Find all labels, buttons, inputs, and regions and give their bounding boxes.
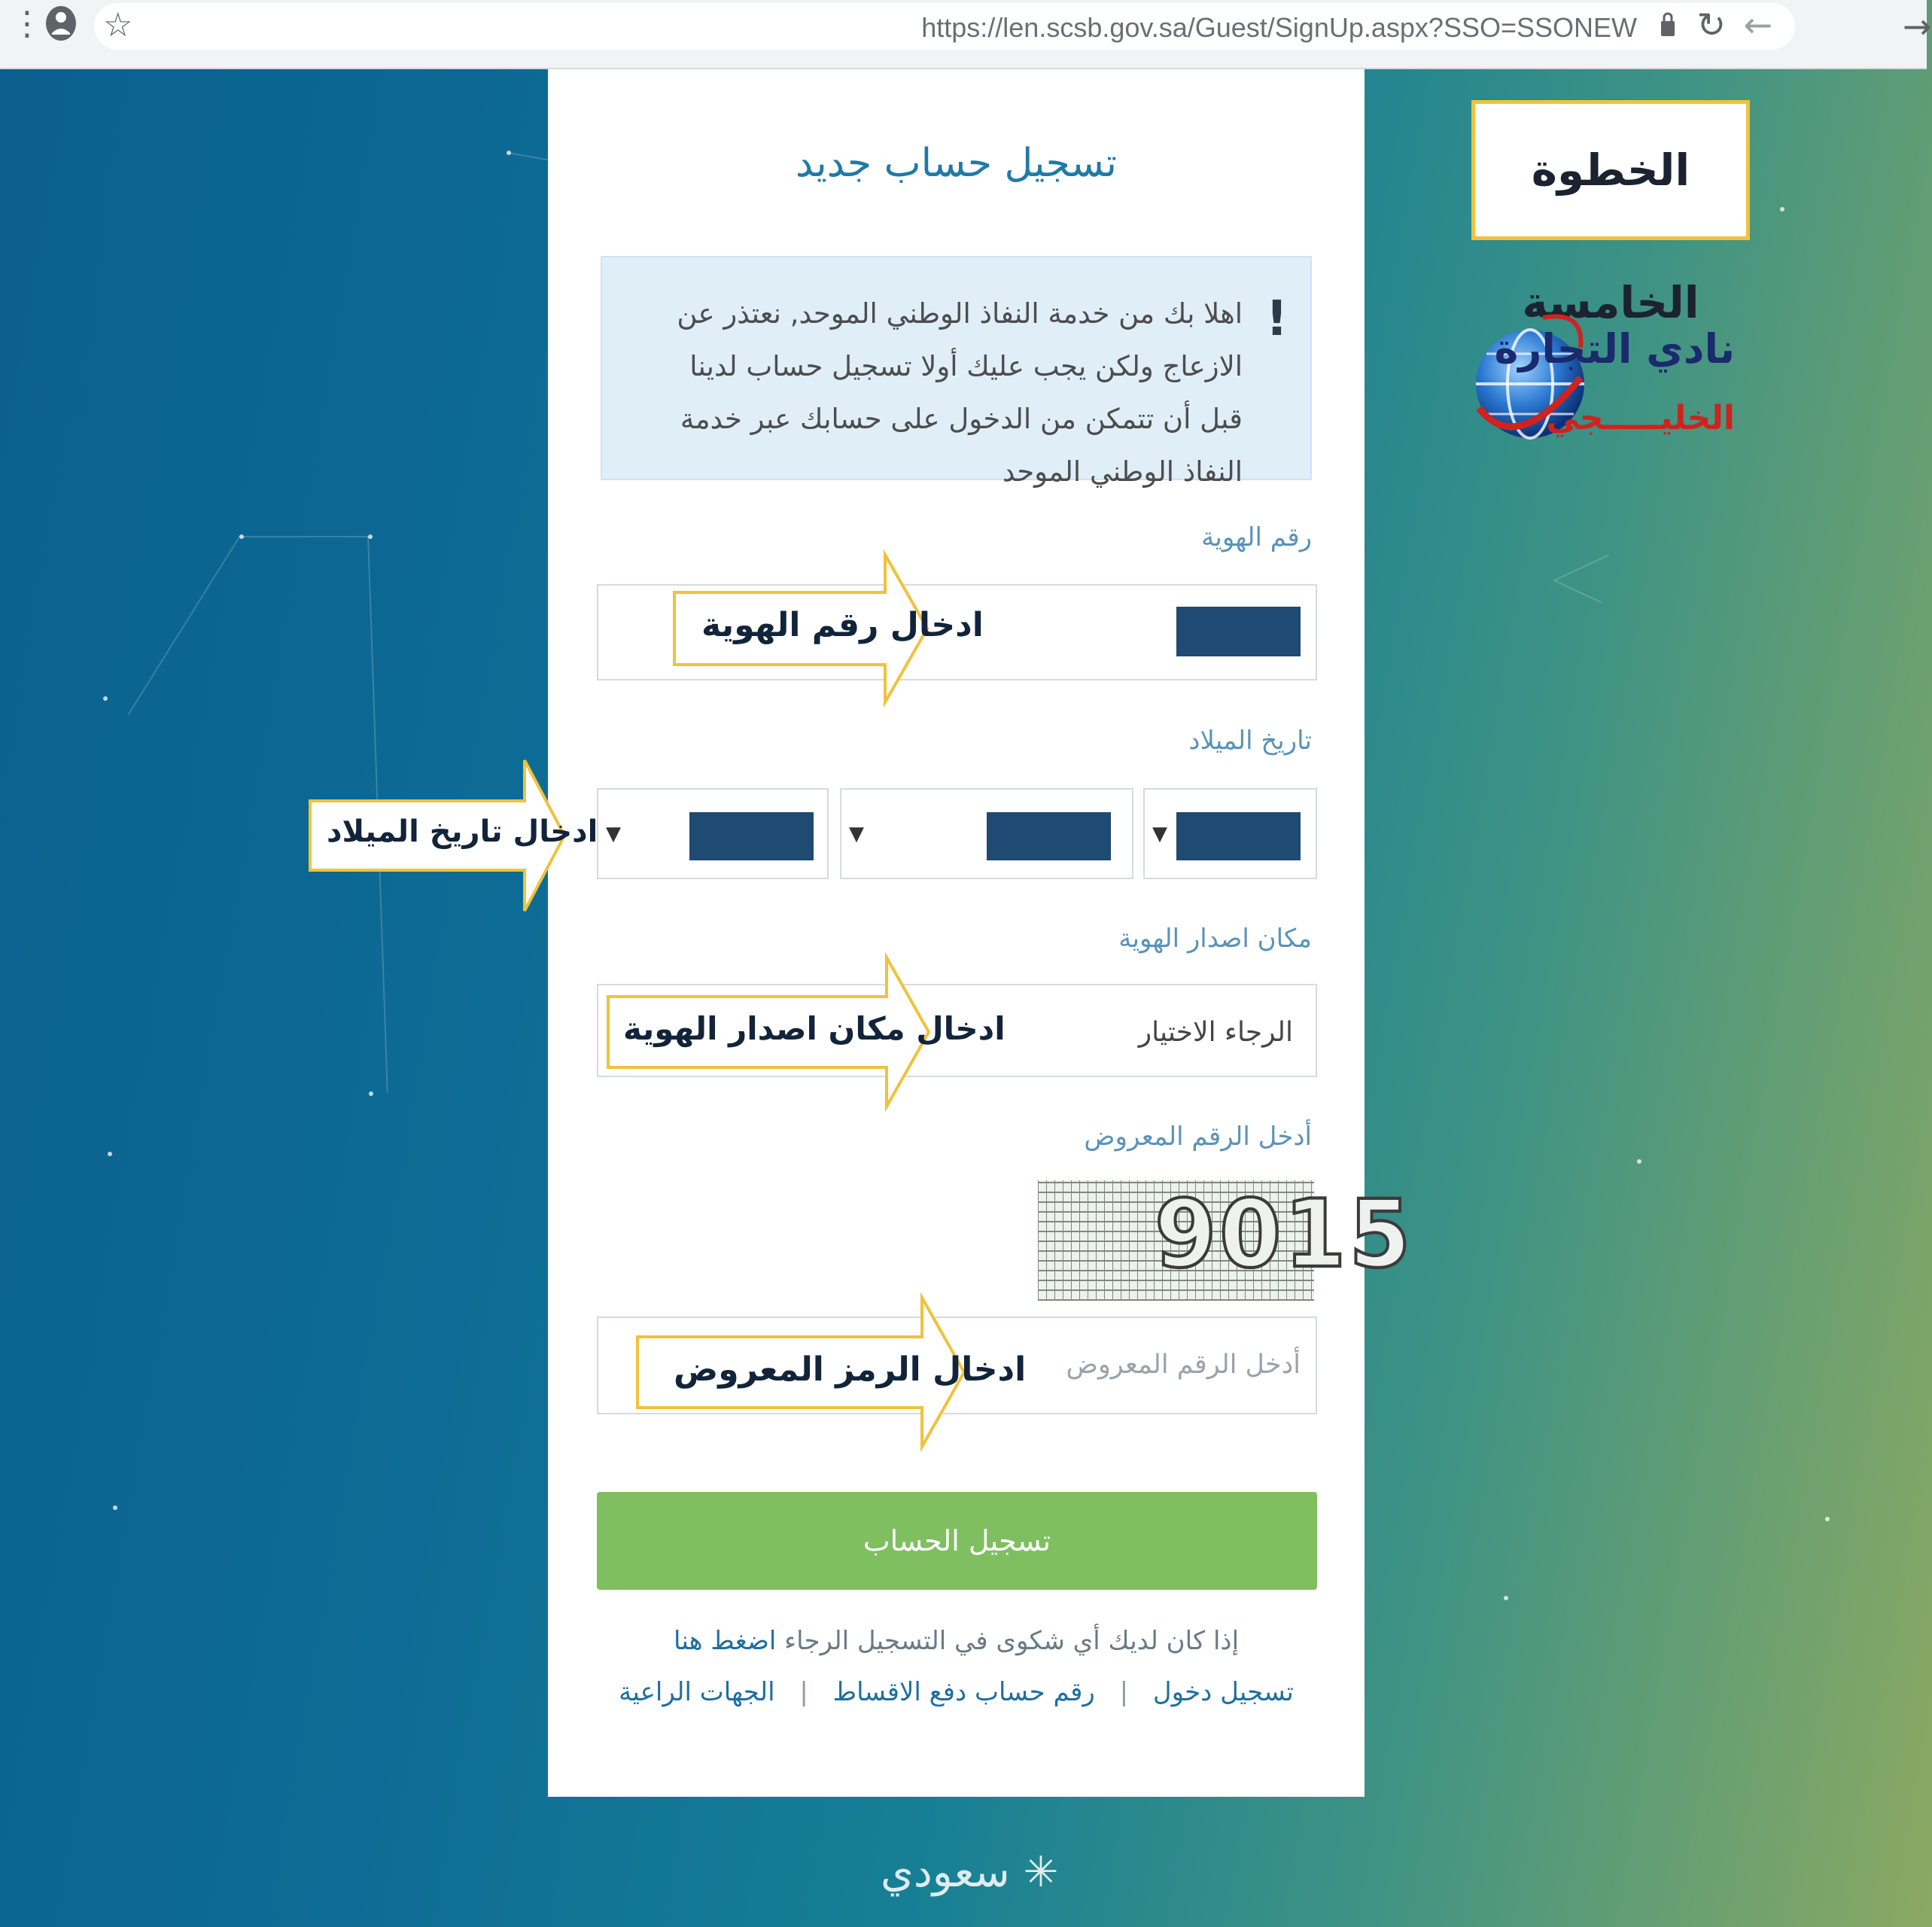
background-line [1553,580,1602,603]
background-star [1637,1159,1641,1164]
signup-card [548,69,1414,1797]
background-star [1780,207,1784,212]
redacted-value [987,812,1111,860]
info-alert [601,256,1312,488]
reload-icon[interactable]: ↻ [1696,5,1726,45]
issue-place-value: الرجاء الاختيار [1138,1017,1293,1048]
login-link[interactable]: تسجيل دخول [1152,1677,1294,1707]
complaint-link[interactable]: اضغط هنا [673,1626,777,1656]
sponsors-link[interactable]: الجهات الراعية [619,1677,775,1707]
birth-date-label: تاريخ الميلاد [1188,726,1312,756]
captcha-placeholder: أدخل الرقم المعروض [1066,1350,1301,1380]
annotation-captcha-text: ادخال الرمز المعروض [674,1350,1027,1389]
redacted-value [1176,607,1301,656]
annotation-arrow-birth-date [310,760,598,911]
annotation-id-number-text: ادخال رقم الهوية [701,606,984,644]
register-button[interactable]: تسجيل الحساب [597,1492,1317,1590]
background-star [1825,1517,1830,1521]
brand-text: سعودي [881,1848,1010,1897]
redacted-value [689,812,814,860]
annotation-arrow-id-number [674,555,984,702]
background-line [128,535,241,715]
background-star [103,696,108,701]
birth-year-select[interactable] [597,788,829,879]
chevron-down-icon: ▼ [1152,823,1167,845]
account-icon[interactable] [44,5,78,44]
chevron-down-icon: ▼ [606,823,621,845]
info-text: اهلا بك من خدمة النفاذ الوطني الموحد, نعتذر عن الازعاج ولكن يجب عليك أولا تسجيل حساب لدينا قبل أن تتمكن من الدخول على حسابك عبر خدمة النفاذ الوطني الموحد [677,297,1243,488]
browser-toolbar [0,0,1932,69]
redacted-value [1176,812,1301,860]
step-label: الخطوة الخامسة [1471,100,1750,240]
saudi-brand-logo [881,1848,1058,1897]
more-vert-icon[interactable]: ⋮ [11,5,44,43]
captcha-label: أدخل الرقم المعروض [1084,1122,1312,1152]
logo-text-line2: الخليـــــجي [1546,399,1735,437]
annotation-arrow-captcha [637,1298,1027,1447]
site-logo [1471,295,1735,476]
id-number-label: رقم الهوية [1201,522,1312,553]
annotation-arrow-issue-place [608,957,1006,1107]
installment-account-link[interactable]: رقم حساب دفع الاقساط [832,1677,1095,1707]
captcha-code: 9015 [1155,1179,1414,1289]
back-arrow-icon[interactable]: ← [1743,5,1772,45]
url-text[interactable]: https://len.scsb.gov.sa/Guest/SignUp.aspx?SSO=SSONEW [921,12,1637,43]
annotation-issue-place-text: ادخال مكان اصدار الهوية [623,1010,1006,1047]
birth-month-select[interactable] [840,788,1133,879]
background-star [369,1091,373,1096]
captcha-image [1038,1179,1414,1301]
background-line [1554,554,1609,581]
footer-links [548,1677,1365,1707]
background-line [508,152,552,161]
lock-icon [1660,11,1676,40]
address-bar[interactable] [94,3,1795,50]
annotation-birth-date-text: ادخال تاريخ الميلاد [327,814,598,849]
background-star [1504,1596,1508,1600]
complaint-line [548,1626,1365,1656]
exclamation-icon: ! [1265,291,1288,347]
birth-day-select[interactable] [1143,788,1317,879]
star-icon[interactable]: ☆ [103,6,133,44]
page-title: تسجيل حساب جديد [795,141,1118,186]
chevron-down-icon: ▼ [849,823,864,845]
link-separator: | [1119,1677,1129,1707]
palm-icon: ✳ [1023,1848,1059,1897]
background-star [108,1152,112,1156]
complaint-text: إذا كان لديك أي شكوى في التسجيل الرجاء [784,1626,1240,1656]
logo-text-line1: نادي التجارة [1494,325,1735,373]
forward-arrow-icon[interactable]: → [1903,6,1932,47]
background-star [113,1505,117,1510]
globe-icon [1471,295,1584,476]
link-separator: | [799,1677,808,1707]
issue-place-label: مكان اصدار الهوية [1118,924,1312,954]
background-line [241,536,369,537]
